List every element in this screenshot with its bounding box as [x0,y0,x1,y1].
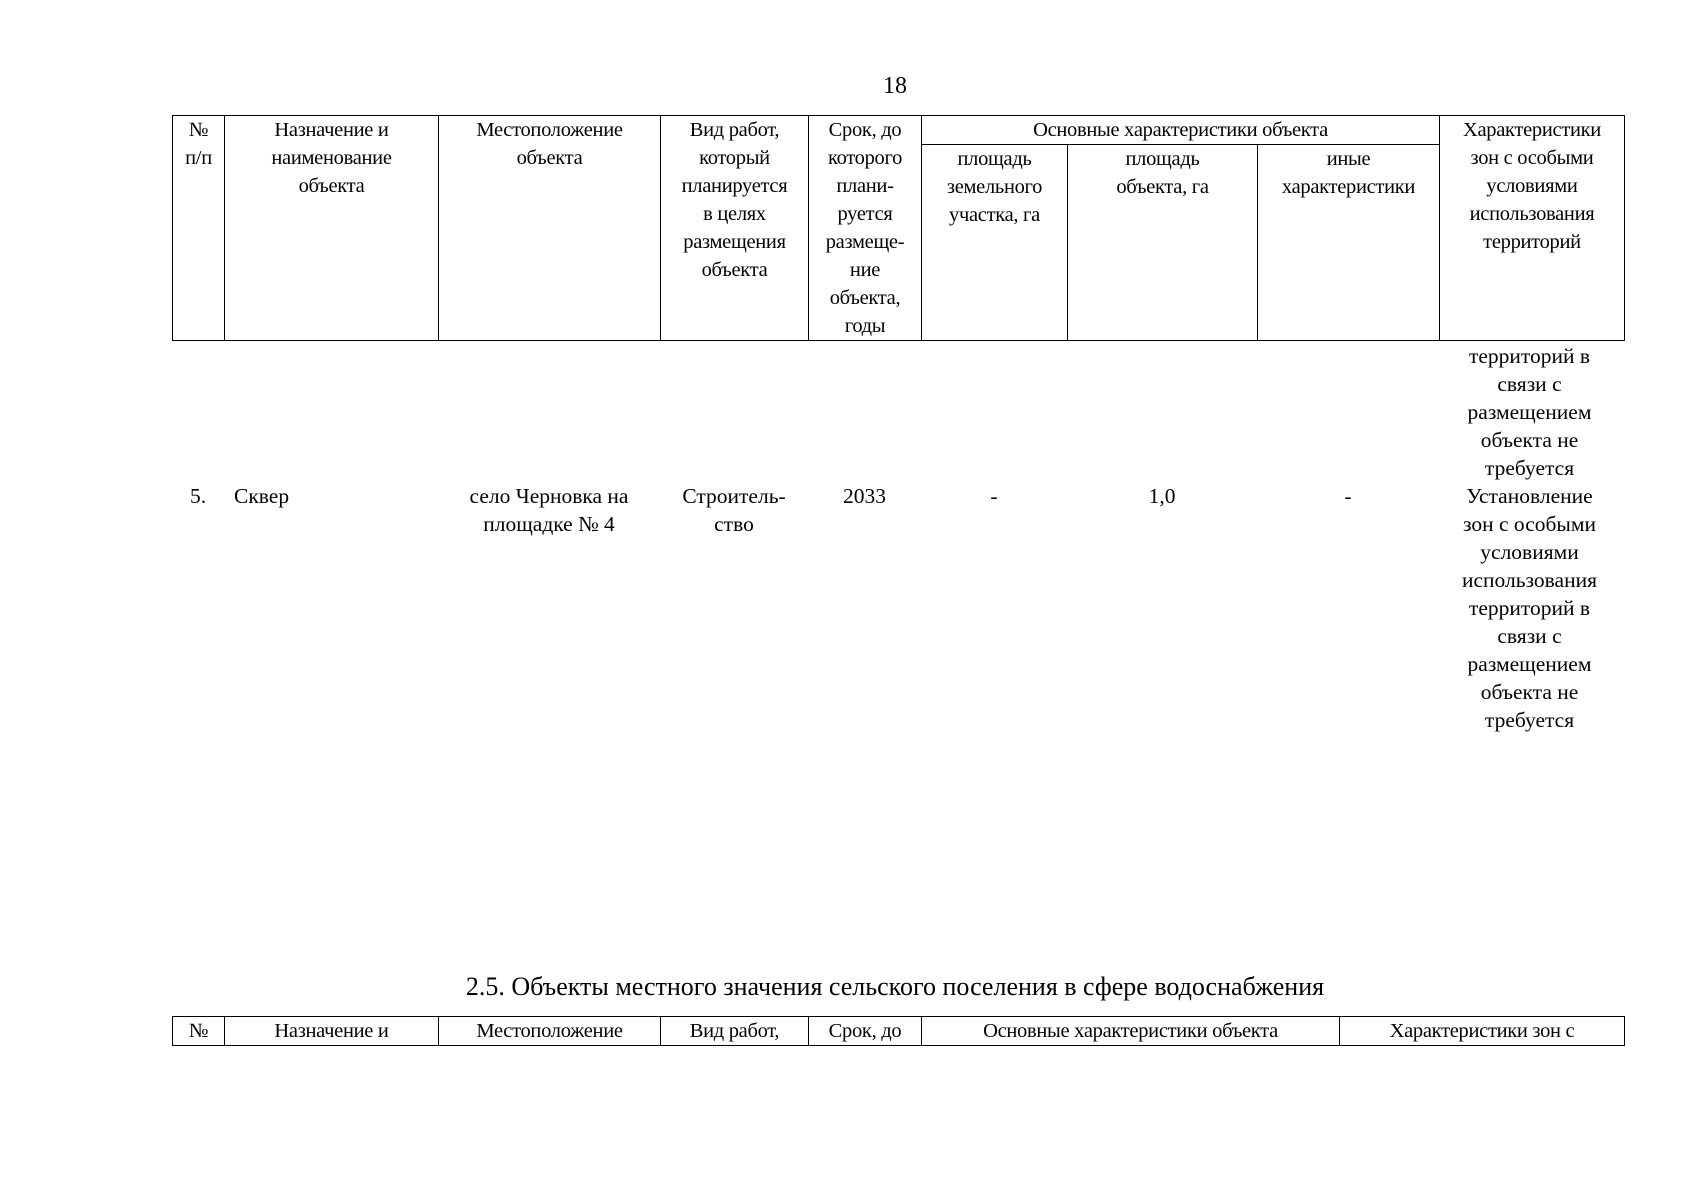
next-header-num: № [173,1017,225,1046]
section-title: 2.5. Объекты местного значения сельского поселения в сфере водоснабжения [465,972,1325,1001]
objects-table-header [172,115,1625,341]
row-object-area: 1,0 [1148,484,1176,508]
header-other-characteristics: иные характеристики [1258,145,1440,341]
next-header-zone-characteristics: Характеристики зон с [1340,1017,1625,1046]
row-num: 5. [189,484,207,508]
header-work-type: Вид работ, который планируется в целях размещения объекта [661,116,809,341]
header-land-area: площадь земельного участка, га [922,145,1068,341]
header-location: Местоположение объекта [439,116,661,341]
next-header-deadline: Срок, до [809,1017,922,1046]
water-supply-table-header [172,1016,1625,1046]
page-number: 18 [883,73,907,99]
row-name: Сквер [234,484,290,508]
header-object-area: площадь объекта, га [1068,145,1258,341]
row-work-type: Строитель- ство [682,484,786,536]
row-other-characteristics: - [1344,484,1352,508]
next-header-work-type: Вид работ, [661,1017,809,1046]
row-land-area: - [990,484,998,508]
header-name: Назначение и наименование объекта [225,116,439,341]
next-header-main-characteristics: Основные характеристики объекта [922,1017,1340,1046]
next-header-location: Местоположение [439,1017,661,1046]
row-deadline: 2033 [843,484,886,508]
header-main-characteristics: Основные характеристики объекта [922,116,1440,145]
header-deadline: Срок, до которого плани- руется размеще- ние объекта, годы [809,116,922,341]
row-location: село Черновка на площадке № 4 [469,484,629,536]
header-num: № п/п [173,116,225,341]
row-zone-characteristics: Установление зон с особыми условиями использования территорий в связи с размещением объекта не требуется [1462,484,1597,732]
zone-characteristics-carryover: территорий в связи с размещением объекта не требуется [1467,344,1592,480]
next-header-name: Назначение и [225,1017,439,1046]
header-zone-characteristics: Характеристики зон с особыми условиями использования территорий [1440,116,1625,341]
